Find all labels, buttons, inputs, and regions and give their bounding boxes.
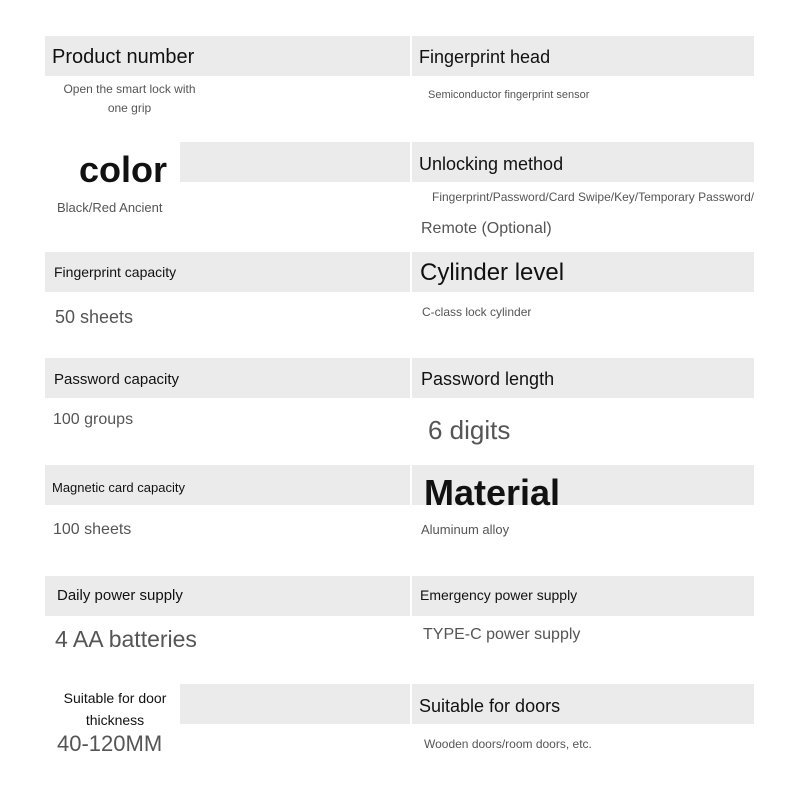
material-label: Material [424,472,561,513]
color-value: Black/Red Ancient [57,200,163,215]
product-number-label: Product number [52,46,195,68]
cylinder-level-label: Cylinder level [420,259,565,286]
password-capacity-label: Password capacity [54,371,180,388]
unlocking-method-value-line2: Remote (Optional) [421,220,552,237]
password-length-label: Password length [421,369,555,389]
magnetic-card-capacity-label: Magnetic card capacity [52,480,185,495]
suitable-doors-label: Suitable for doors [419,696,561,716]
material-value: Aluminum alloy [421,522,510,537]
password-length-value: 6 digits [428,415,511,445]
door-thickness-label: Suitable for door thickness [63,690,167,728]
emergency-power-supply-value: TYPE-C power supply [423,626,581,643]
door-thickness-value: 40-120MM [57,731,163,756]
fingerprint-capacity-value: 50 sheets [55,307,134,327]
row-band-left-7 [180,684,410,724]
emergency-power-supply-label: Emergency power supply [420,587,578,603]
fingerprint-head-label: Fingerprint head [419,47,551,67]
unlocking-method-value-line1: Fingerprint/Password/Card Swipe/Key/Temporary Password/ [432,190,755,204]
suitable-doors-value: Wooden doors/room doors, etc. [424,737,592,751]
cylinder-level-value: C-class lock cylinder [422,305,532,319]
product-number-value: Open the smart lock with one grip [63,82,196,115]
fingerprint-head-value: Semiconductor fingerprint sensor [428,89,590,101]
unlocking-method-label: Unlocking method [419,154,564,174]
magnetic-card-capacity-value: 100 sheets [53,521,132,538]
password-capacity-value: 100 groups [53,411,134,428]
row-band-left-2 [180,142,410,182]
daily-power-supply-label: Daily power supply [57,587,183,604]
fingerprint-capacity-label: Fingerprint capacity [54,264,177,280]
color-label: color [79,149,168,190]
daily-power-supply-value: 4 AA batteries [55,626,197,652]
